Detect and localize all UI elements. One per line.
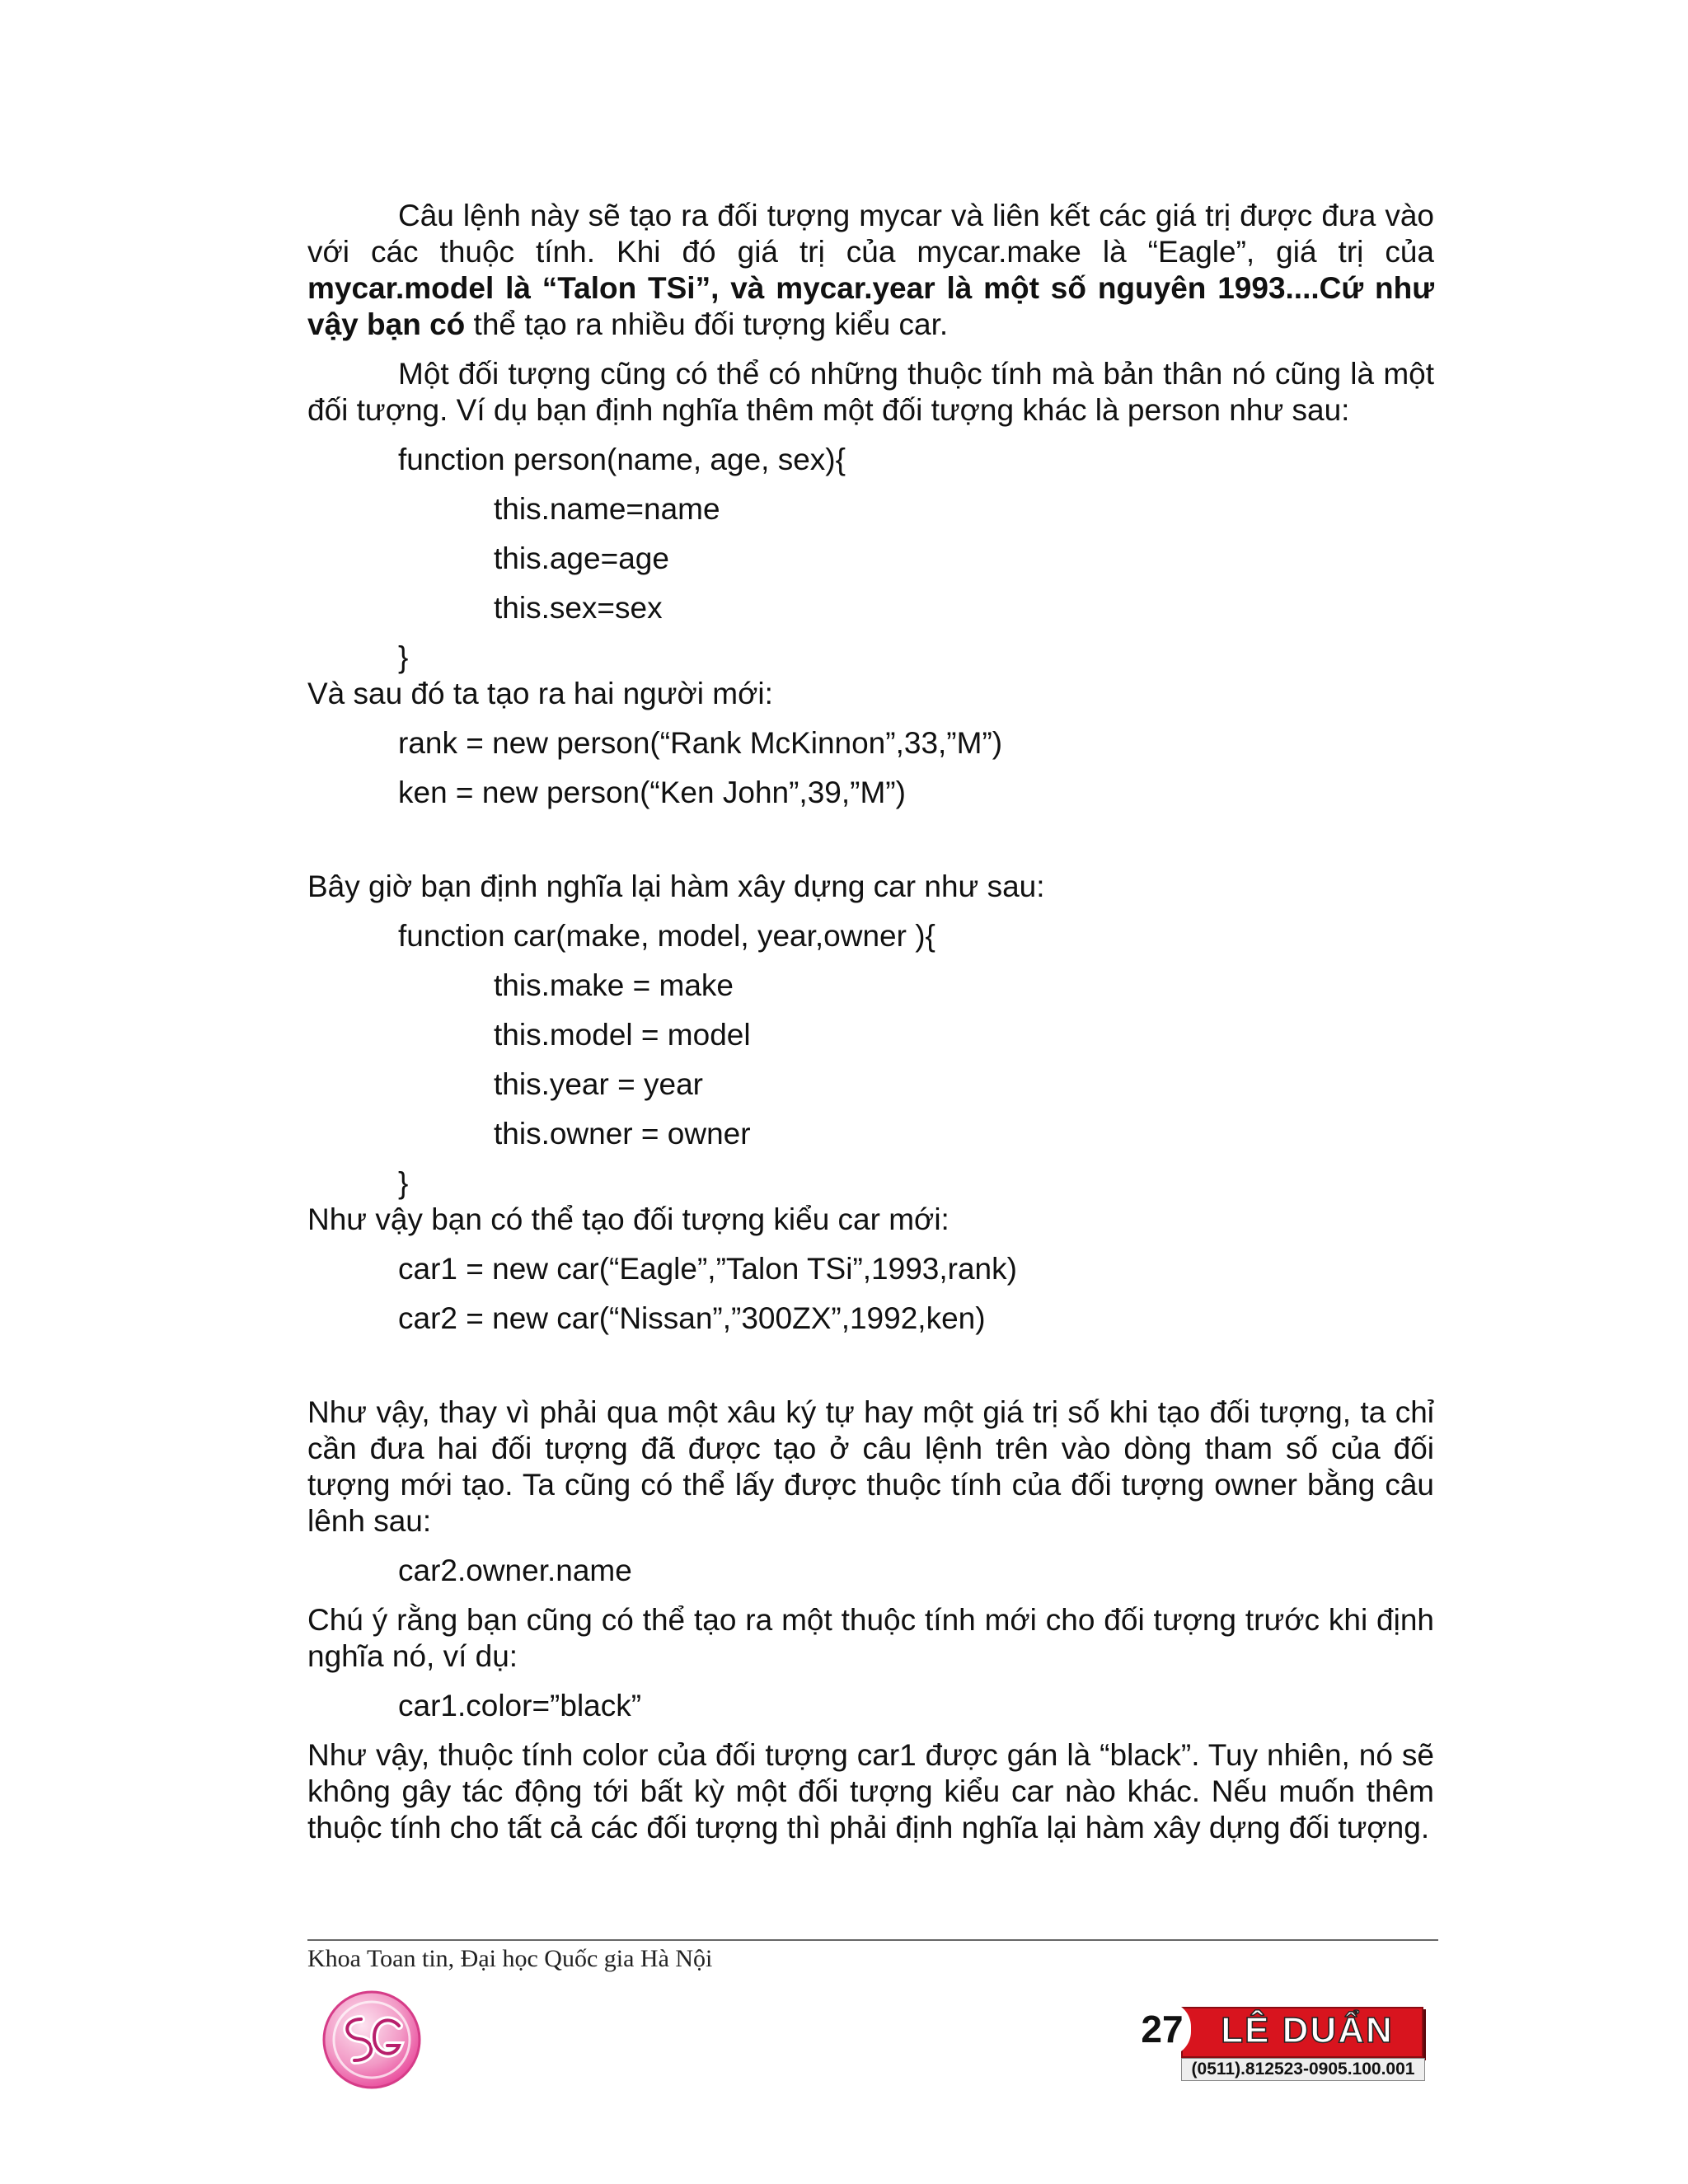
- paragraph-object-properties: Một đối tượng cũng có thể có những thuộc tính mà bản thân nó cũng là một đối tượng. Ví dụ bạn định nghĩa thêm một đối tượng khác là person như sau:: [307, 357, 1434, 427]
- code-line-color-assign: car1.color=”black”: [398, 1689, 642, 1722]
- code-block-person-function: [307, 442, 1434, 676]
- paragraph-text: Câu lệnh này sẽ tạo ra đối tượng mycar và liên kết các giá trị được đưa vào với các thuộc tính. Khi đó giá trị của mycar.make là “Eagle”, giá trị của: [307, 199, 1434, 269]
- paragraph-bold-text: mycar.model là “Talon TSi”, và mycar.year là một số nguyên 1993....Cứ như vậy bạn có: [307, 271, 1434, 341]
- code-line: rank = new person(“Rank McKinnon”,33,”M”): [398, 726, 1003, 760]
- page-content: [307, 198, 1434, 1846]
- code-line: this.model = model: [494, 1018, 751, 1052]
- le-duan-phone: (0511).812523-0905.100.001: [1181, 2058, 1425, 2081]
- code-line: ken = new person(“Ken John”,39,”M”): [398, 776, 906, 809]
- code-line: car1 = new car(“Eagle”,”Talon TSi”,1993,rank): [398, 1252, 1017, 1286]
- code-line: }: [398, 640, 409, 674]
- code-line: this.year = year: [494, 1067, 703, 1101]
- le-duan-number: 27: [1133, 2002, 1191, 2056]
- paragraph-text: thể tạo ra nhiều đối tượng kiểu car.: [465, 307, 949, 341]
- paragraph-redefine-car: Bây giờ bạn định nghĩa lại hàm xây dựng car như sau:: [307, 869, 1045, 903]
- paragraph-object-parameters: Như vậy, thay vì phải qua một xâu ký tự hay một giá trị số khi tạo đối tượng, ta chỉ cần đưa hai đối tượng đã được tạo ở câu lệnh trên vào dòng tham số của đối tượng mới tạo. Ta cũng có thể lấy được thuộc tính của đối tượng owner bằng câu lênh sau:: [307, 1395, 1434, 1538]
- code-line: this.sex=sex: [494, 591, 663, 625]
- code-line: this.age=age: [494, 541, 669, 575]
- footer-text: Khoa Toan tin, Đại học Quốc gia Hà Nội: [307, 1945, 713, 1972]
- code-line-owner-access: car2.owner.name: [398, 1554, 632, 1587]
- code-line: }: [398, 1166, 409, 1200]
- code-block-car-function: [307, 918, 1434, 1202]
- paragraph-mycar-values: [307, 198, 1434, 343]
- footer-divider: [307, 1939, 1438, 1941]
- code-block-car-instances: [307, 1251, 1434, 1337]
- sg-logo-icon: [318, 1986, 425, 2093]
- paragraph-new-property-note: Chú ý rằng bạn cũng có thể tạo ra một thuộc tính mới cho đối tượng trước khi định nghĩa nó, ví dụ:: [307, 1603, 1434, 1673]
- code-block-person-instances: [307, 725, 1434, 811]
- paragraph-color-explanation: Như vậy, thuộc tính color của đối tượng car1 được gán là “black”. Tuy nhiên, nó sẽ không gây tác động tới bất kỳ một đối tượng kiểu car nào khác. Nếu muốn thêm thuộc tính cho tất cả các đối tượng thì phải định nghĩa lại hàm xây dựng đối tượng.: [307, 1738, 1434, 1844]
- code-line: this.make = make: [494, 968, 734, 1002]
- code-line: this.owner = owner: [494, 1117, 751, 1151]
- le-duan-logo: [1133, 1999, 1422, 2083]
- paragraph-create-people: Và sau đó ta tạo ra hai người mới:: [307, 677, 773, 710]
- le-duan-name: LÊ DUẨN: [1221, 2010, 1394, 2050]
- code-line: function car(make, model, year,owner ){: [398, 919, 935, 953]
- code-line: function person(name, age, sex){: [398, 443, 846, 476]
- paragraph-new-car-objects: Như vậy bạn có thể tạo đối tượng kiểu car mới:: [307, 1202, 950, 1236]
- code-line: car2 = new car(“Nissan”,”300ZX”,1992,ken): [398, 1301, 986, 1335]
- code-line: this.name=name: [494, 492, 720, 526]
